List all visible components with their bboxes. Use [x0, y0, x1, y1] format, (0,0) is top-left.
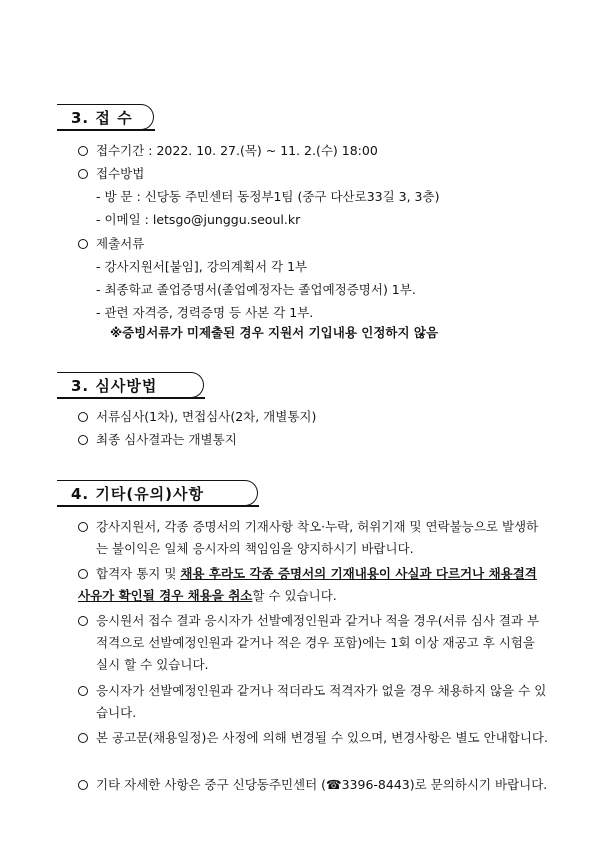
reception-period: 접수기간 : 2022. 10. 27.(목) ~ 11. 2.(수) 18:00: [78, 143, 378, 159]
circle-bullet-icon: [78, 522, 88, 532]
reception-doc-note: ※증빙서류가 미제출된 경우 지원서 기입내용 인정하지 않음: [110, 325, 439, 340]
note-6: 기타 자세한 사항은 중구 신당동주민센터 (☎3396-8443)로 문의하시기 바랍니다.: [78, 774, 558, 796]
review-item-2: 최종 심사결과는 개별통지: [78, 432, 237, 448]
section-title: 3. 접 수: [71, 109, 133, 127]
section-title: 3. 심사방법: [71, 377, 158, 395]
reception-doc-3: - 관련 자격증, 경력증명 등 사본 각 1부.: [96, 305, 314, 320]
cancellation-warning: 채용 후라도 각종 증명서의 기재내용이 사실과 다르거나 채용결격사유가 확인될 경우 채용을 취소: [78, 566, 537, 603]
reception-doc-2: - 최종학교 졸업증명서(졸업예정자는 졸업예정증명서) 1부.: [96, 282, 416, 297]
note-2: 합격자 통지 및 채용 후라도 각종 증명서의 기재내용이 사실과 다르거나 채용결격사유가 확인될 경우 채용을 취소할 수 있습니다.: [78, 566, 537, 603]
circle-bullet-icon: [78, 169, 88, 179]
reception-email: - 이메일 : letsgo@junggu.seoul.kr: [96, 212, 301, 227]
note-3: 응시원서 접수 결과 응시자가 선발예정인원과 같거나 적을 경우(서류 심사 결과 부적격으로 선발예정인원과 같거나 적은 경우 포함)에는 1회 이상 재공고 후 시험을 실시 할 수 있습니다.: [78, 610, 548, 676]
note-1: 강사지원서, 각종 증명서의 기재사항 착오·누락, 허위기재 및 연락불능으로 발생하는 불이익은 일체 응시자의 책임임을 양지하시기 바랍니다.: [78, 516, 548, 560]
reception-docs-title: 제출서류: [78, 236, 144, 252]
circle-bullet-icon: [78, 733, 88, 743]
circle-bullet-icon: [78, 686, 88, 696]
note-4: 응시자가 선발예정인원과 같거나 적더라도 적격자가 없을 경우 채용하지 않을 수 있습니다.: [78, 680, 548, 724]
reception-doc-1: - 강사지원서[붙임], 강의계획서 각 1부: [96, 259, 308, 274]
circle-bullet-icon: [78, 412, 88, 422]
circle-bullet-icon: [78, 569, 88, 579]
circle-bullet-icon: [78, 780, 88, 790]
circle-bullet-icon: [78, 239, 88, 249]
reception-method-title: 접수방법: [78, 166, 144, 182]
circle-bullet-icon: [78, 146, 88, 156]
review-item-1: 서류심사(1차), 면접심사(2차, 개별통지): [78, 409, 316, 425]
section-title: 4. 기타(유의)사항: [71, 485, 205, 503]
circle-bullet-icon: [78, 435, 88, 445]
reception-visit: - 방 문 : 신당동 주민센터 동정부1팀 (중구 다산로33길 3, 3층): [96, 189, 440, 204]
note-5: 본 공고문(채용일정)은 사정에 의해 변경될 수 있으며, 변경사항은 별도 안내합니다.: [78, 727, 548, 749]
circle-bullet-icon: [78, 616, 88, 626]
